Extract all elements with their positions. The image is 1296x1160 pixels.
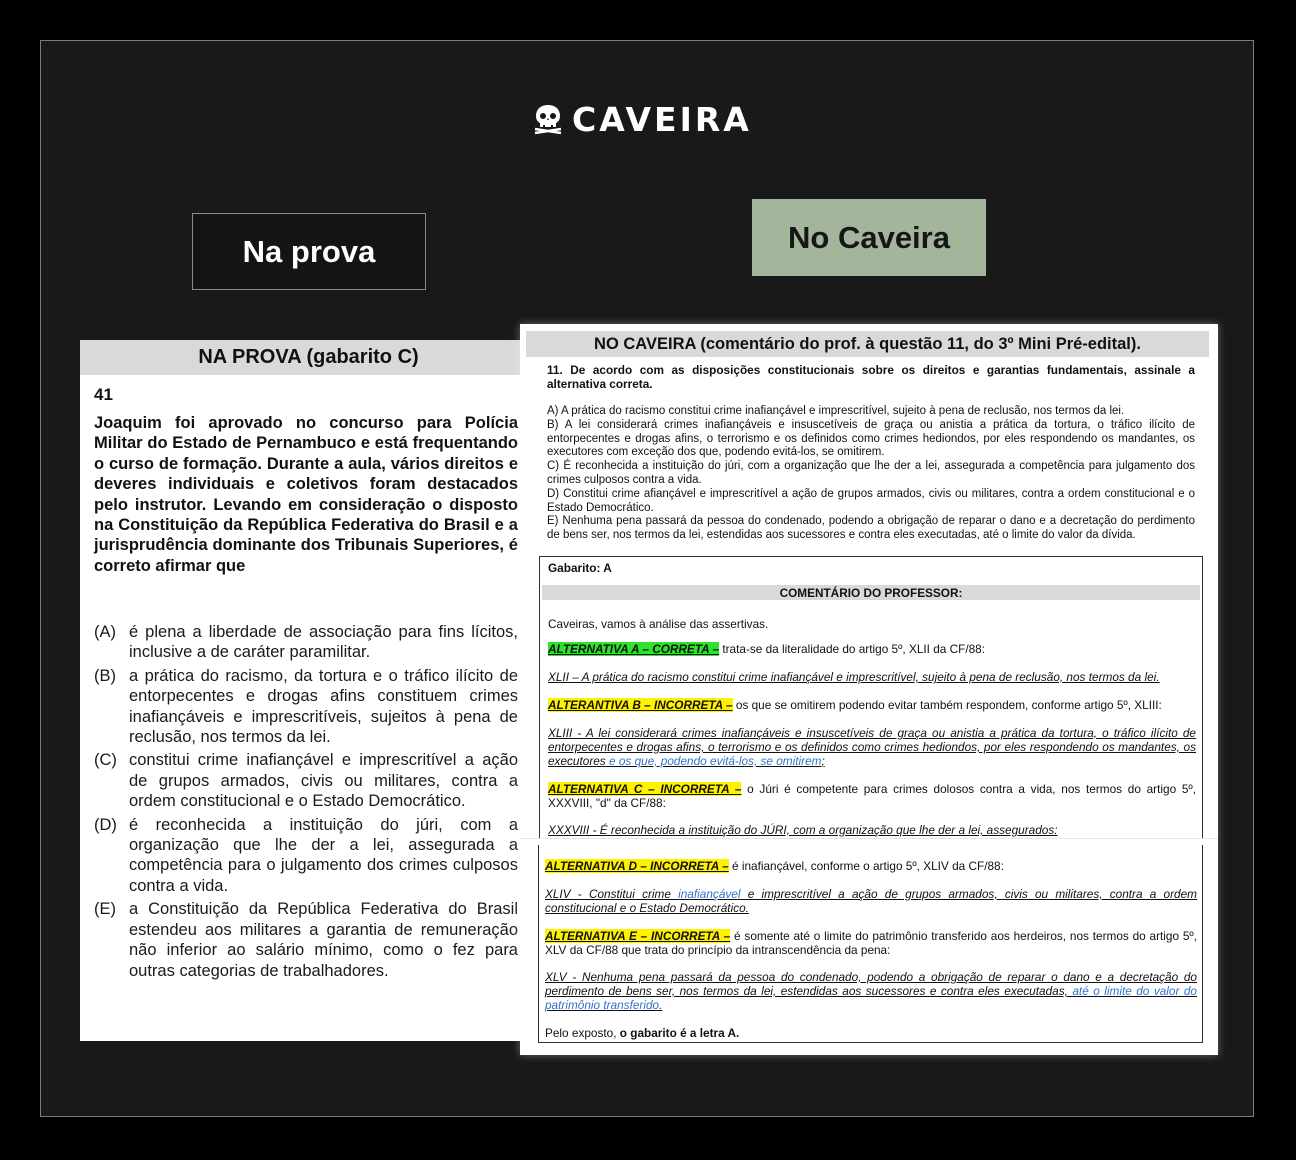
- alt-a-text: trata-se da literalidade do artigo 5º, XLII da CF/88:: [719, 642, 986, 656]
- alt-c-text: o Júri é competente para crimes dolosos contra a vida, nos termos do artigo 5º, XXXVIII, "d" da CF/88:: [548, 782, 1196, 810]
- alt-d-quote-highlight: inafiançável: [678, 887, 741, 901]
- option-text: é reconhecida a instituição do júri, com a organização que lhe der a lei, assegurada a competência para o julgamento dos crimes culposos contra a vida.: [129, 815, 518, 895]
- option-item: [94, 622, 518, 663]
- caveira-option: E) Nenhuma pena passará da pessoa do condenado, podendo a obrigação de reparar o dano e a decretação do perdimento de bens ser, nos termos da lei, estendidas aos sucessores e contra eles executadas, até o limite do valor da dívida.: [547, 515, 1195, 542]
- label-na-prova: Na prova: [192, 213, 426, 290]
- option-item: [94, 666, 518, 748]
- caveira-option: C) É reconhecida a instituição do júri, com a organização que lhe der a lei, assegurada a competência para julgamento dos crimes culposos contra a vida.: [547, 460, 1195, 486]
- brand-name: CAVEIRA: [572, 99, 752, 139]
- caveira-option: B) A lei considerará crimes inafiançáveis e insuscetíveis de graça ou anistia a prática da tortura, o tráfico ilícito de entorpecentes e drogas afins, o terrorismo e os definidos como crimes hediondos, por eles respondendo os mandantes, os executores com exceção dos que, podendo evitá-los, se omitirem.: [547, 418, 1195, 459]
- exam-panel-header: NA PROVA (gabarito C): [80, 340, 537, 375]
- alt-a-label: ALTERNATIVA A – CORRETA –: [548, 642, 720, 656]
- comment-header: COMENTÁRIO DO PROFESSOR:: [542, 585, 1200, 600]
- exam-question-panel: [80, 340, 537, 1041]
- alt-e-quote-main: XLV - Nenhuma pena passará da pessoa do condenado, podendo a obrigação de reparar o dano e a decretação do perdimento de bens ser, nos termos da lei, estendidas aos sucessores e contra eles executadas,: [545, 970, 1197, 998]
- caveira-options: [547, 405, 1195, 543]
- option-letter: (A): [94, 623, 116, 641]
- alt-c-label: ALTERNATIVA C – INCORRETA –: [548, 782, 742, 796]
- option-item: [94, 750, 518, 811]
- alt-d-line: [545, 859, 1197, 873]
- gabarito-label: Gabarito: A: [548, 561, 612, 575]
- option-letter: (E): [94, 900, 116, 919]
- alt-b-quote-main: XLIII - A lei considerará crimes inafiançáveis e insuscetíveis de graça ou anistia a prática da tortura, o tráfico ilícito de entorpecentes e drogas afins, o terrorismo e os definidos como crimes hediondos, por eles respondendo os mandantes, os executores: [548, 726, 1196, 768]
- alt-d-quote-2: e imprescritível a ação de grupos armados, civis ou militares, contra a ordem constitucional e o Estado Democrático.: [545, 887, 1197, 915]
- alt-b-text: os que se omitirem podendo evitar também respondem, conforme artigo 5º, XLIII:: [732, 698, 1162, 712]
- option-text: a Constituição da República Federativa do Brasil estendeu aos militares a garantia de remuneração não inferior ao salário mínimo, como o fez para outras categorias de trabalhadores.: [129, 900, 518, 980]
- alt-d-quote-1: XLIV - Constitui crime: [545, 887, 679, 901]
- alt-e-label: ALTERNATIVA E – INCORRETA –: [545, 929, 731, 943]
- conclusion-text: Pelo exposto,: [545, 1026, 620, 1040]
- option-letter: (C): [94, 751, 117, 770]
- alt-a-line: [548, 642, 1196, 656]
- alt-a-quote: XLII – A prática do racismo constitui crime inafiançável e imprescritível, sujeito à pena de reclusão, nos termos da lei.: [548, 670, 1160, 684]
- alt-e-text: é somente até o limite do patrimônio transferido aos herdeiros, nos termos do artigo 5º, XLV da CF/88 que trata do princípio da intranscendência da pena:: [545, 929, 1198, 957]
- alt-e-quote-highlight: até o limite do valor do patrimônio transferido: [545, 984, 1197, 1012]
- comment-intro: Caveiras, vamos à análise das assertivas.: [548, 617, 769, 631]
- alt-e-quote-end: .: [659, 998, 663, 1012]
- comment-box-continued: [538, 845, 1203, 1043]
- question-number: 41: [94, 385, 113, 404]
- alt-b-quote-highlight: e os que, podendo evitá-los, se omitirem: [605, 754, 822, 768]
- question-stem: Joaquim foi aprovado no concurso para Polícia Militar do Estado de Pernambuco e está frequentando o curso de formação. Durante a aula, vários direitos e deveres individuais e coletivos foram destacados pelo instrutor. Levando em consideração o disposto na Constituição da República Federativa do Brasil e a jurisprudência dominante dos Tribunais Superiores, é correto afirmar que: [94, 414, 518, 575]
- caveira-option: A) A prática do racismo constitui crime inafiançável e imprescritível, sujeito à pena de reclusão, nos termos da lei.: [547, 405, 1125, 417]
- option-letter: (B): [94, 666, 116, 685]
- comment-box: [539, 556, 1203, 841]
- caveira-panel-header: NO CAVEIRA (comentário do prof. à questão 11, do 3º Mini Pré-edital).: [526, 331, 1209, 357]
- option-text: constitui crime inafiançável e imprescritível a ação de grupos armados, civis ou militares, contra a ordem constitucional e o Estado Democrático.: [129, 751, 518, 811]
- brand-logo: [532, 101, 752, 137]
- alt-d-quote: [545, 887, 1197, 915]
- alt-b-quote: [548, 726, 1196, 768]
- alt-b-label: ALTERANTIVA B – INCORRETA –: [548, 698, 733, 712]
- alt-d-label: ALTERNATIVA D – INCORRETA –: [545, 859, 729, 873]
- options-list: [94, 622, 518, 984]
- caveira-comment-panel: [520, 324, 1218, 1055]
- alt-e-line: [545, 929, 1197, 957]
- caveira-question: 11. De acordo com as disposições constitucionais sobre os direitos e garantias fundamentais, assinale a alternativa correta.: [547, 363, 1195, 391]
- option-item: [94, 815, 518, 897]
- alt-c-line: [548, 782, 1196, 810]
- caveira-option: D) Constitui crime afiançável e imprescritível a ação de grupos armados, civis ou militares, contra a ordem constitucional e o Estado Democrático.: [547, 487, 1195, 514]
- alt-c-quote: XXXVIII - É reconhecida a instituição do JÚRI, com a organização que lhe der a lei, assegurados:: [548, 823, 1058, 837]
- option-text: a prática do racismo, da tortura e o tráfico ilícito de entorpecentes e drogas afins constituem crimes inafiançáveis e imprescritíveis, sujeitos à pena de reclusão, nos termos da lei.: [129, 666, 518, 747]
- label-no-caveira: No Caveira: [752, 199, 986, 276]
- alt-d-text: é inafiançável, conforme o artigo 5º, XLIV da CF/88:: [728, 859, 1004, 873]
- alt-e-quote: [545, 970, 1197, 1012]
- skull-icon: [532, 103, 564, 135]
- option-item: [94, 899, 518, 981]
- conclusion-answer: o gabarito é a letra A.: [619, 1026, 740, 1040]
- alt-b-quote-end: ;: [821, 754, 825, 768]
- alt-b-line: [548, 698, 1196, 712]
- conclusion: [545, 1026, 1197, 1040]
- option-text: é plena a liberdade de associação para fins lícitos, inclusive a de caráter paramilitar.: [129, 623, 518, 662]
- option-letter: (D): [94, 815, 117, 834]
